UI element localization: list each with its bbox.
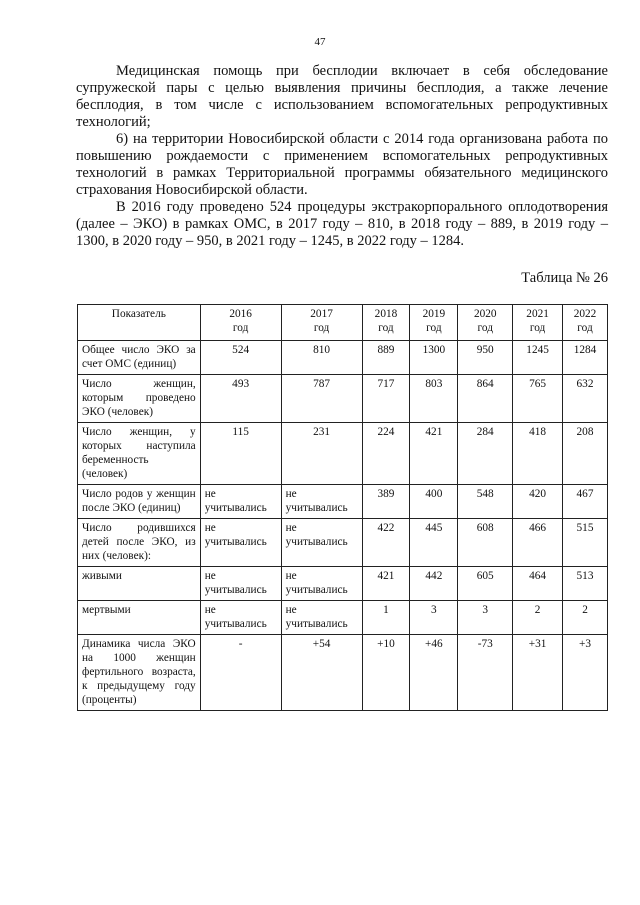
table-cell: +31 xyxy=(513,635,563,711)
table-row xyxy=(78,601,608,635)
ivf-table xyxy=(77,304,608,711)
table-cell: 231 xyxy=(281,423,362,485)
table-cell: не учитывались xyxy=(200,567,281,601)
table-row xyxy=(78,341,608,375)
row-label: Число женщин, у которых наступила беременность (человек) xyxy=(78,423,201,485)
table-body xyxy=(78,341,608,711)
header-year: 2022 год xyxy=(563,305,608,341)
table-cell: не учитывались xyxy=(200,601,281,635)
table-cell: 422 xyxy=(362,519,410,567)
table-cell: +3 xyxy=(563,635,608,711)
page-number: 47 xyxy=(314,36,326,48)
row-label: живыми xyxy=(78,567,201,601)
table-cell: 608 xyxy=(458,519,513,567)
table-cell: +10 xyxy=(362,635,410,711)
row-label: Динамика числа ЭКО на 1000 женщин фертильного возраста, к предыдущему году (проценты) xyxy=(78,635,201,711)
table-cell: 1 xyxy=(362,601,410,635)
table-cell: 1245 xyxy=(513,341,563,375)
table-cell: 389 xyxy=(362,485,410,519)
row-label: Число родившихся детей после ЭКО, из них (человек): xyxy=(78,519,201,567)
paragraph-ivf-statistics: В 2016 году проведено 524 процедуры экстракорпорального оплодотворения (далее – ЭКО) в рамках ОМС, в 2017 году – 810, в 2018 году – 889, в 2019 году – 1300, в 2020 году – 950, в 2021 году – 1245, в 2022 году – 1284. xyxy=(76,199,608,249)
table-cell: 467 xyxy=(563,485,608,519)
table-cell: 717 xyxy=(362,375,410,423)
table-cell: 1284 xyxy=(563,341,608,375)
table-cell: 400 xyxy=(410,485,458,519)
table-cell: не учитывались xyxy=(281,601,362,635)
table-cell: 632 xyxy=(563,375,608,423)
table-cell: 889 xyxy=(362,341,410,375)
table-cell: 524 xyxy=(200,341,281,375)
table-cell: 810 xyxy=(281,341,362,375)
header-indicator: Показатель xyxy=(78,305,201,341)
table-cell: 284 xyxy=(458,423,513,485)
table-cell: 464 xyxy=(513,567,563,601)
table-cell: 421 xyxy=(410,423,458,485)
table-cell: 208 xyxy=(563,423,608,485)
table-cell: не учитывались xyxy=(281,485,362,519)
table-cell: 765 xyxy=(513,375,563,423)
paragraph-infertility-care: Медицинская помощь при бесплодии включает в себя обследование супружеской пары с целью выявления причины бесплодия, а также лечение бесплодия, в том числе с использованием вспомогательных репродуктивных технологий; xyxy=(76,63,608,130)
table-cell: 224 xyxy=(362,423,410,485)
table-cell: 605 xyxy=(458,567,513,601)
table-cell: не учитывались xyxy=(200,519,281,567)
table-cell: 513 xyxy=(563,567,608,601)
table-cell: - xyxy=(200,635,281,711)
table-cell: 515 xyxy=(563,519,608,567)
table-cell: 950 xyxy=(458,341,513,375)
table-cell: -73 xyxy=(458,635,513,711)
table-cell: 445 xyxy=(410,519,458,567)
table-cell: 2 xyxy=(513,601,563,635)
header-year: 2017 год xyxy=(281,305,362,341)
table-cell: 2 xyxy=(563,601,608,635)
table-cell: 3 xyxy=(410,601,458,635)
table-cell: 864 xyxy=(458,375,513,423)
header-year: 2020 год xyxy=(458,305,513,341)
table-cell: 548 xyxy=(458,485,513,519)
table-cell: +46 xyxy=(410,635,458,711)
table-cell: 466 xyxy=(513,519,563,567)
table-cell: 803 xyxy=(410,375,458,423)
table-row xyxy=(78,423,608,485)
header-year: 2016 год xyxy=(200,305,281,341)
table-caption: Таблица № 26 xyxy=(521,270,608,286)
table-row xyxy=(78,375,608,423)
row-label: Число женщин, которым проведено ЭКО (человек) xyxy=(78,375,201,423)
header-year: 2018 год xyxy=(362,305,410,341)
table-row xyxy=(78,635,608,711)
table-cell: 418 xyxy=(513,423,563,485)
header-year: 2021 год xyxy=(513,305,563,341)
table-cell: не учитывались xyxy=(200,485,281,519)
table-cell: 493 xyxy=(200,375,281,423)
table-row xyxy=(78,485,608,519)
table-header-row xyxy=(78,305,608,341)
table-row xyxy=(78,519,608,567)
table-cell: 115 xyxy=(200,423,281,485)
table-cell: 1300 xyxy=(410,341,458,375)
paragraph-novosibirsk-program: 6) на территории Новосибирской области с 2014 года организована работа по повышению рождаемости с применением вспомогательных репродуктивных технологий в рамках Территориальной программы обязательного медицинского страхования Новосибирской области. xyxy=(76,131,608,198)
table-cell: не учитывались xyxy=(281,567,362,601)
table-cell: 3 xyxy=(458,601,513,635)
table-cell: 442 xyxy=(410,567,458,601)
header-year: 2019 год xyxy=(410,305,458,341)
table-cell: 421 xyxy=(362,567,410,601)
row-label: мертвыми xyxy=(78,601,201,635)
row-label: Число родов у женщин после ЭКО (единиц) xyxy=(78,485,201,519)
table-row xyxy=(78,567,608,601)
table-cell: 420 xyxy=(513,485,563,519)
table-cell: 787 xyxy=(281,375,362,423)
row-label: Общее число ЭКО за счет ОМС (единиц) xyxy=(78,341,201,375)
table-cell: +54 xyxy=(281,635,362,711)
table-cell: не учитывались xyxy=(281,519,362,567)
